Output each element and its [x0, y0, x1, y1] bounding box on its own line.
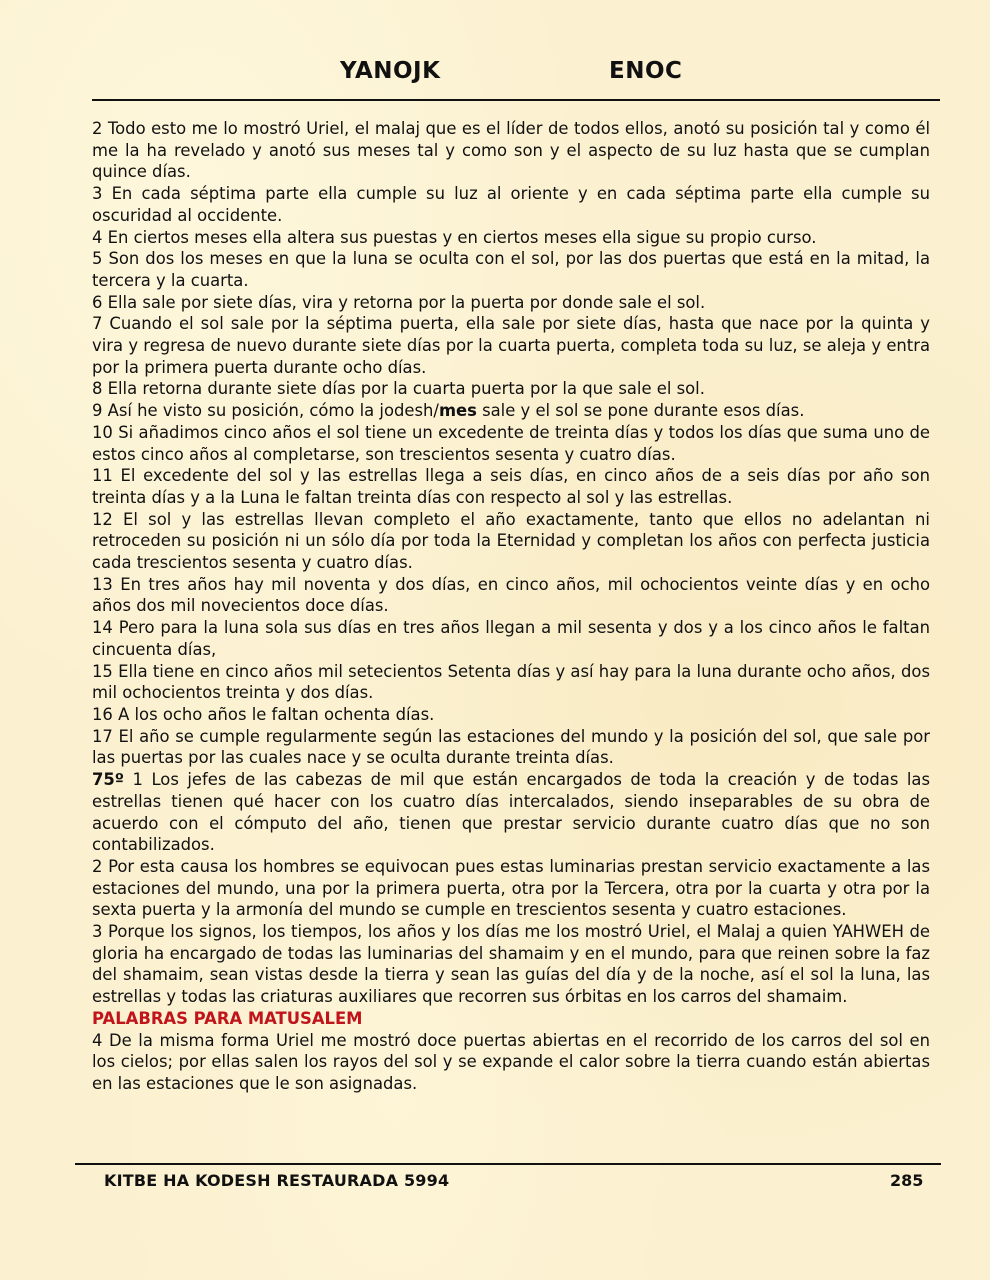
paragraph-9-text: 9 Así he visto su posición, cómo la jodesh/	[92, 401, 439, 421]
paragraph: 12 El sol y las estrellas llevan completo el año exactamente, tanto que ellos no adelantan ni retroceden su posición ni un sólo día por toda la Eternidad y completan los años con perfecta justicia cada trescientos sesenta y cuatro días.	[92, 509, 930, 573]
paragraph: 14 Pero para la luna sola sus días en tres años llegan a mil sesenta y dos y a los cinco años le faltan cincuenta días,	[92, 618, 930, 659]
header-title-right: ENOC	[609, 58, 683, 84]
paragraph-9	[92, 400, 930, 422]
paragraph: 17 El año se cumple regularmente según las estaciones del mundo y la posición del sol, que sale por las puertas por las cuales nace y se oculta durante treinta días.	[92, 726, 930, 768]
paragraph: 5 Son dos los meses en que la luna se oculta con el sol, por las dos puertas que está en la mitad, la tercera y la cuarta.	[92, 249, 930, 290]
page-header	[92, 58, 940, 98]
header-title-left: YANOJK	[340, 58, 441, 84]
page-number: 285	[890, 1171, 924, 1190]
paragraph: 3 En cada séptima parte ella cumple su luz al oriente y en cada séptima parte ella cumple su oscuridad al occidente.	[92, 184, 930, 225]
paragraph: 2 Todo esto me lo mostró Uriel, el malaj que es el líder de todos ellos, anotó su posición tal y como él me la ha revelado y anotó sus meses tal y como son y el aspecto de su luz hasta que se cumplan quince días.	[92, 119, 930, 182]
paragraph: 11 El excedente del sol y las estrellas llega a seis días, en cinco años de a seis días por año son treinta días y a la Luna le faltan treinta días con respecto al sol y las estrellas.	[92, 466, 930, 507]
footer-divider	[75, 1163, 941, 1165]
paragraph: 6 Ella sale por siete días, vira y retorna por la puerta por donde sale el sol.	[92, 292, 706, 312]
emphasis-mes: mes	[438, 401, 477, 421]
paragraph: 4 En ciertos meses ella altera sus puestas y en ciertos meses ella sigue su propio curso.	[92, 227, 817, 247]
paragraph: 4 De la misma forma Uriel me mostró doce puertas abiertas en el recorrido de los carros del sol en los cielos; por ellas salen los rayos del sol y se expande el calor sobre la tierra cuando están abiertas en las estaciones que le son asignadas.	[92, 1030, 930, 1093]
chapter-75-text: 1 Los jefes de las cabezas de mil que están encargados de toda la creación y de todas las estrellas tienen qué hacer con los cuatro días intercalados, siendo inseparables de su obra de acuerdo con el cómputo del año, tienen que prestar servicio durante cuatro días que no son contabilizados.	[92, 770, 930, 855]
chapter-number: 75º	[92, 770, 125, 790]
paragraph: 15 Ella tiene en cinco años mil setecientos Setenta días y así hay para la luna durante ocho años, dos mil ochocientos treinta y dos días.	[92, 661, 930, 703]
section-title: PALABRAS PARA MATUSALEM	[92, 1008, 363, 1028]
paragraph-9-rest: sale y el sol se pone durante esos días.	[476, 401, 805, 421]
paragraph: 13 En tres años hay mil noventa y dos días, en cinco años, mil ochocientos veinte días y en ocho años dos mil novecientos doce días.	[92, 574, 930, 616]
paragraph: 3 Porque los signos, los tiempos, los años y los días me los mostró Uriel, el Malaj a quien YAHWEH de gloria ha encargado de todas las luminarias del shamaim y en el mundo, para que reinen sobre la faz del shamaim, sean vistas desde la tierra y sean las guías del día y de la noche, así el sol la luna, las estrellas y todas las criaturas auxiliares que recorren sus órbitas en los carros del shamaim.	[92, 922, 930, 1007]
page-body	[92, 118, 930, 1095]
paragraph: 8 Ella retorna durante siete días por la cuarta puerta por la que sale el sol.	[92, 379, 705, 399]
header-divider	[92, 99, 940, 101]
paragraph: 7 Cuando el sol sale por la séptima puerta, ella sale por siete días, hasta que nace por la quinta y vira y regresa de nuevo durante siete días por la cuarta puerta, completa toda su luz, se aleja y entra por la primera puerta durante ocho días.	[92, 314, 930, 377]
paragraph: 16 A los ocho años le faltan ochenta días.	[92, 704, 435, 724]
chapter-75-paragraph	[92, 769, 930, 856]
footer-book-title: KITBE HA KODESH RESTAURADA 5994	[104, 1171, 450, 1190]
paragraph: 10 Si añadimos cinco años el sol tiene un excedente de treinta días y todos los días que suma uno de estos cinco años al completarse, son trescientos sesenta y cuatro días.	[92, 422, 930, 464]
paragraph: 2 Por esta causa los hombres se equivocan pues estas luminarias prestan servicio exactamente a las estaciones del mundo, una por la primera puerta, otra por la Tercera, otra por la cuarta y otra por la sexta puerta y la armonía del mundo se cumple en trescientos sesenta y cuatro estaciones.	[92, 856, 930, 920]
